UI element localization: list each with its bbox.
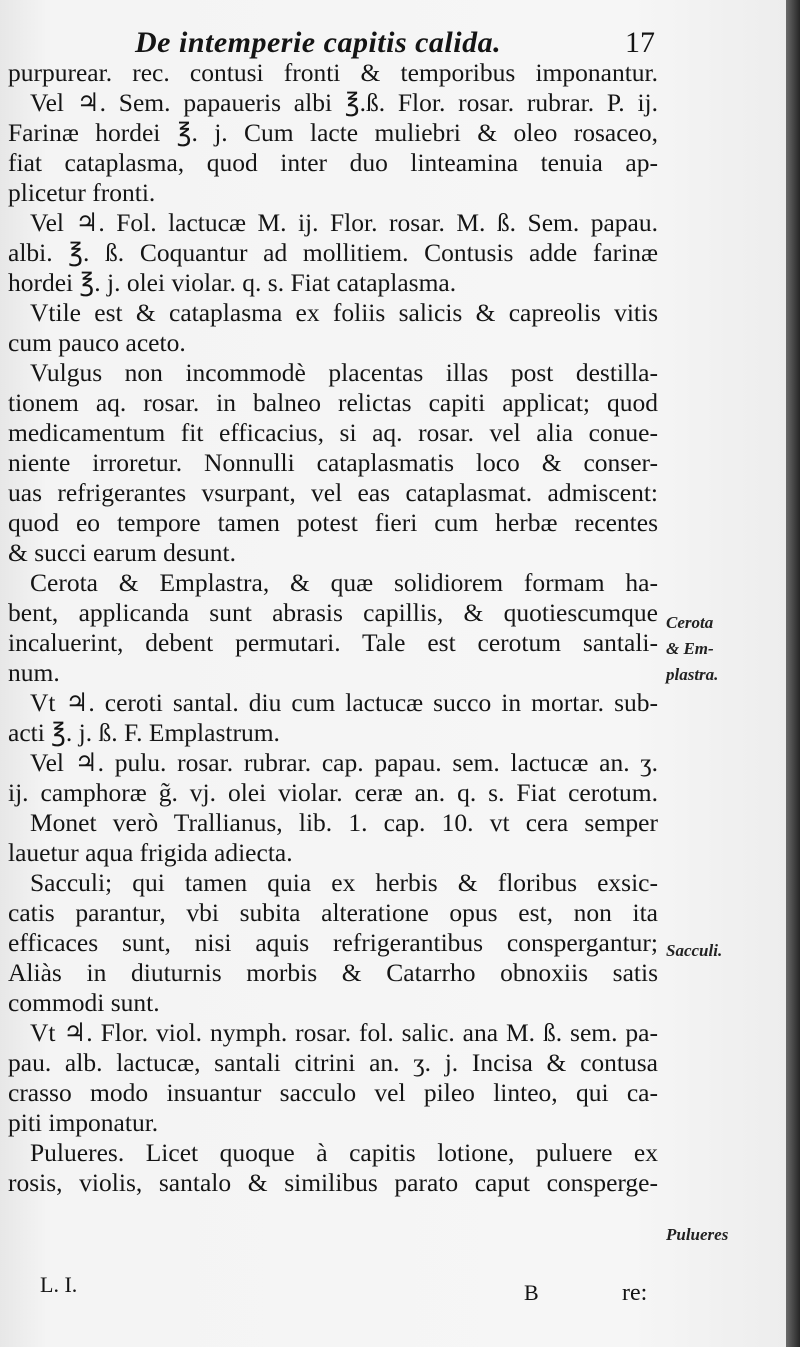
running-title: De intemperie capitis calida. (135, 26, 502, 59)
text-line: Monet verò Trallianus, lib. 1. cap. 10. vt cera semper (30, 808, 658, 837)
text-line: albi. ℥. ß. Coquantur ad mollitiem. Contusis adde farinæ (8, 238, 658, 267)
margin-note-line: & Em- (666, 639, 714, 658)
text-line: efficaces sunt, nisi aquis refrigerantibus conspergantur; (8, 928, 658, 957)
catchword: re: (622, 1280, 648, 1306)
margin-note-cerota (666, 610, 718, 688)
page-edge-shadow (786, 0, 800, 1347)
text-line: Cerota & Emplastra, & quæ solidiorem formam ha- (30, 568, 658, 597)
text-line: num. (8, 658, 60, 687)
margin-note-pulueres (666, 1222, 728, 1248)
margin-note-line: Pulueres (666, 1225, 729, 1244)
text-line: Aliàs in diuturnis morbis & Catarrho obnoxiis satis (8, 958, 658, 987)
margin-note-sacculi (666, 938, 722, 964)
page-number: 17 (625, 26, 655, 59)
main-text-block (8, 58, 658, 1198)
text-line: crasso modo insuantur sacculo vel pileo linteo, qui ca- (8, 1078, 658, 1107)
text-line: piti imponatur. (8, 1108, 159, 1137)
text-line: commodi sunt. (8, 988, 160, 1017)
text-line: Vel ♃. Sem. papaueris albi ℥.ß. Flor. rosar. rubrar. P. ij. (30, 88, 658, 117)
text-line: cum pauco aceto. (8, 328, 186, 357)
text-line: quod eo tempore tamen potest fieri cum herbæ recentes (8, 508, 658, 537)
gathering-mark: B (524, 1280, 539, 1305)
text-line: plicetur fronti. (8, 178, 156, 207)
text-line: tionem aq. rosar. in balneo relictas capiti applicat; quod (8, 388, 658, 417)
margin-note-line: Cerota (666, 613, 714, 632)
text-line: acti ℥. j. ß. F. Emplastrum. (8, 718, 280, 747)
text-line: uas refrigerantes vsurpant, vel eas cataplasmat. admiscent: (8, 478, 658, 507)
text-line: Vt ♃. ceroti santal. diu cum lactucæ succo in mortar. sub- (30, 688, 658, 717)
text-line: ij. camphoræ g̃. vj. olei violar. ceræ an. q. s. Fiat cerotum. (8, 778, 658, 807)
text-line: rosis, violis, santalo & similibus parato caput consperge- (8, 1168, 658, 1197)
text-line: Vtile est & cataplasma ex foliis salicis & capreolis vitis (30, 298, 658, 327)
text-line: Pulueres. Licet quoque à capitis lotione, puluere ex (30, 1138, 658, 1167)
text-line: fiat cataplasma, quod inter duo linteamina tenuia ap- (8, 148, 658, 177)
text-line: incaluerint, debent permutari. Tale est cerotum santali- (8, 628, 658, 657)
text-line: hordei ℥. j. olei violar. q. s. Fiat cataplasma. (8, 268, 457, 297)
text-line: lauetur aqua frigida adiecta. (8, 838, 293, 867)
margin-note-line: plastra. (666, 665, 719, 684)
text-line: Vel ♃. Fol. lactucæ M. ij. Flor. rosar. M. ß. Sem. papau. (30, 208, 658, 237)
text-line: Vulgus non incommodè placentas illas post destilla- (30, 358, 658, 387)
margin-note-line: Sacculi. (666, 941, 723, 960)
text-line: Farinæ hordei ℥. j. Cum lacte muliebri & oleo rosaceo, (8, 118, 658, 147)
text-line: medicamentum fit efficacius, si aq. rosar. vel alia conue- (8, 418, 658, 447)
signature-mark: L. I. (40, 1272, 78, 1297)
text-line: catis parantur, vbi subita alteratione opus est, non ita (8, 898, 658, 927)
text-line: purpurear. rec. contusi fronti & temporibus imponantur. (8, 58, 658, 87)
text-line: niente irroretur. Nonnulli cataplasmatis loco & conser- (8, 448, 658, 477)
text-line: Vt ♃. Flor. viol. nymph. rosar. fol. salic. ana M. ß. sem. pa- (30, 1018, 658, 1047)
text-line: Sacculi; qui tamen quia ex herbis & floribus exsic- (30, 868, 658, 897)
text-line: Vel ♃. pulu. rosar. rubrar. cap. papau. sem. lactucæ an. ʒ. (30, 748, 658, 777)
text-line: bent, applicanda sunt abrasis capillis, & quotiescumque (8, 598, 658, 627)
text-line: & succi earum desunt. (8, 538, 237, 567)
text-line: pau. alb. lactucæ, santali citrini an. ʒ. j. Incisa & contusa (8, 1048, 658, 1077)
